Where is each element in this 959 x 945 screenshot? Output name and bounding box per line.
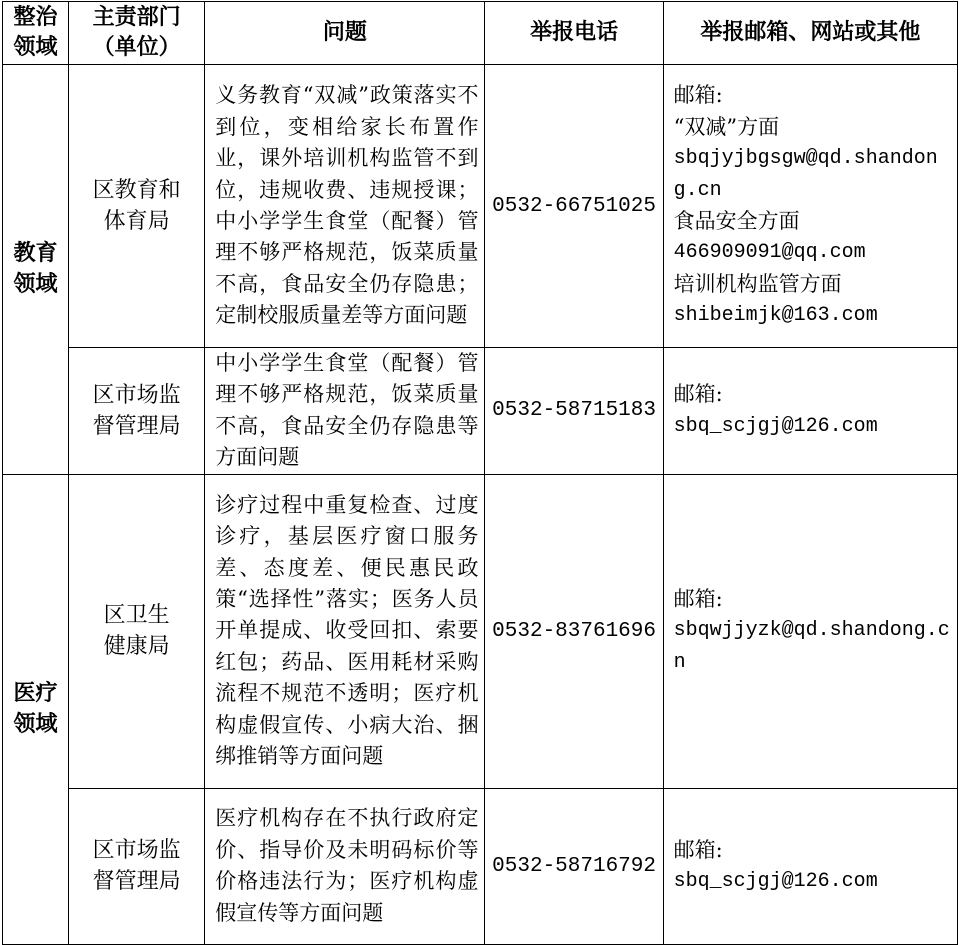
mail-address[interactable]: sbq_scjgj@126.com xyxy=(673,870,878,894)
header-issue: 问题 xyxy=(205,2,485,65)
issue-cell: 义务教育“双减”政策落实不到位，变相给家长布置作业，课外培训机构监管不到位，违规收费、违规授课；中小学学生食堂（配餐）管理不够严格规范，饭菜质量不高，食品安全仍存隐患；定制校服质量差等方面问题 xyxy=(205,65,485,348)
issue-cell: 中小学学生食堂（配餐）管理不够严格规范，饭菜质量不高，食品安全仍存隐患等方面问题 xyxy=(205,348,485,475)
mail-cell xyxy=(663,474,957,788)
mail-address[interactable]: sbq_scjgj@126.com xyxy=(673,414,878,438)
mail-label: 邮箱: xyxy=(673,587,723,612)
report-table xyxy=(2,1,958,945)
header-mail: 举报邮箱、网站或其他 xyxy=(663,2,957,65)
mail-line: 培训机构监管方面 xyxy=(673,271,842,296)
table-row xyxy=(3,788,958,944)
mail-cell xyxy=(663,348,957,475)
header-phone: 举报电话 xyxy=(485,2,663,65)
dept-cell: 区市场监督管理局 xyxy=(69,788,205,944)
dept-cell: 区市场监督管理局 xyxy=(69,348,205,475)
area-cell-medical: 医疗领域 xyxy=(3,474,69,944)
phone-cell: 0532-83761696 xyxy=(485,474,663,788)
table-row xyxy=(3,65,958,348)
mail-cell xyxy=(663,788,957,944)
mail-address[interactable]: shibeimjk@163.com xyxy=(673,304,878,328)
table-row xyxy=(3,348,958,475)
phone-cell: 0532-66751025 xyxy=(485,65,663,348)
mail-address[interactable]: 466909091@qq.com xyxy=(673,241,866,265)
issue-cell: 医疗机构存在不执行政府定价、指导价及未明码标价等价格违法行为；医疗机构虚假宣传等方面问题 xyxy=(205,788,485,944)
mail-label: 邮箱: xyxy=(673,83,723,108)
table-row xyxy=(3,474,958,788)
header-dept: 主责部门（单位） xyxy=(69,2,205,65)
dept-cell: 区教育和体育局 xyxy=(69,65,205,348)
mail-label: 邮箱: xyxy=(673,837,723,862)
mail-line: 食品安全方面 xyxy=(673,209,800,233)
header-row xyxy=(3,2,958,65)
mail-address[interactable]: sbqjyjbgsgw@qd.shandong.cn xyxy=(673,147,938,202)
mail-line: “双减”方面 xyxy=(673,114,780,139)
phone-cell: 0532-58716792 xyxy=(485,788,663,944)
area-cell-education: 教育领域 xyxy=(3,65,69,475)
mail-label: 邮箱: xyxy=(673,382,723,407)
mail-cell xyxy=(663,65,957,348)
header-area: 整治领域 xyxy=(3,2,69,65)
dept-cell: 区卫生健康局 xyxy=(69,474,205,788)
issue-cell: 诊疗过程中重复检查、过度诊疗，基层医疗窗口服务差、态度差、便民惠民政策“选择性”落实；医务人员开单提成、收受回扣、索要红包；药品、医用耗材采购流程不规范不透明；医疗机构虚假宣传、小病大治、捆绑推销等方面问题 xyxy=(205,474,485,788)
phone-cell: 0532-58715183 xyxy=(485,348,663,475)
mail-address[interactable]: sbqwjjyzk@qd.shandong.cn xyxy=(673,619,950,674)
